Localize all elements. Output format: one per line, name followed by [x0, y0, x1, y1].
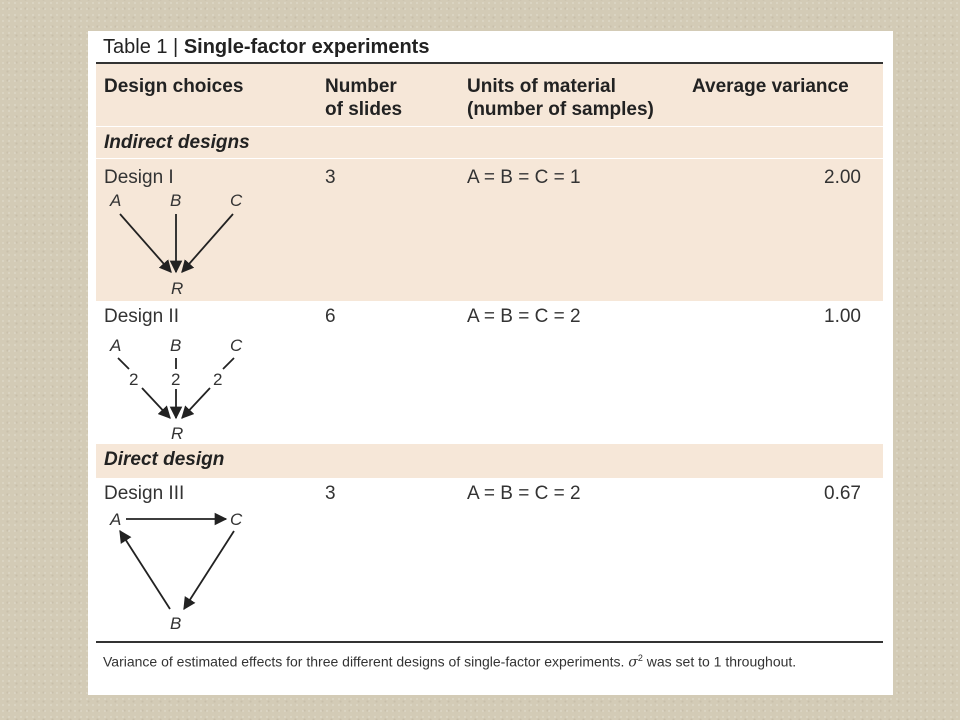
table-title [103, 36, 429, 59]
design-3-diagram [98, 505, 258, 635]
node-a: A [110, 191, 122, 210]
node-r: R [171, 279, 184, 298]
header-number-of-slides [325, 75, 402, 121]
design-2-name: Design II [104, 306, 179, 327]
header-design-choices: Design choices [104, 76, 244, 97]
node-r: R [171, 424, 184, 443]
edge-label-c: 2 [213, 370, 223, 389]
arrow-c-b [184, 531, 234, 609]
bottom-rule [96, 641, 883, 643]
sigma-symbol: σ [628, 654, 638, 671]
table-slide [88, 31, 893, 695]
header-slides-line2: of slides [325, 99, 403, 120]
node-b: B [170, 336, 182, 355]
design-2-diagram [98, 331, 248, 444]
node-c: C [230, 510, 243, 529]
design-3-slides: 3 [325, 483, 336, 504]
section-indirect-designs: Indirect designs [104, 132, 250, 153]
arrow-a-r-segment [118, 358, 129, 369]
sigma-exponent: 2 [637, 653, 643, 663]
node-a: A [110, 510, 122, 529]
arrow-a-r [120, 214, 171, 272]
header-units-line1: Units of material [467, 76, 616, 97]
design-1-name: Design I [104, 167, 174, 188]
edge-label-a: 2 [129, 370, 139, 389]
header-slides-line1: Number [325, 76, 397, 97]
design-2-units: A = B = C = 2 [467, 306, 581, 327]
arrow-a-r [142, 388, 170, 418]
edge-label-b: 2 [171, 370, 181, 389]
design-3-variance: 0.67 [824, 483, 861, 504]
caption-text-part2: was set to 1 throughout. [642, 653, 797, 670]
design-3-name: Design III [104, 483, 185, 504]
table-name: Single-factor experiments [183, 36, 430, 58]
arrow-b-a [120, 531, 170, 609]
node-a: A [110, 336, 122, 355]
node-b: B [170, 191, 182, 210]
node-c: C [230, 191, 243, 210]
table-caption [103, 649, 873, 673]
design-2-slides: 6 [325, 306, 336, 327]
node-c: C [230, 336, 243, 355]
section-direct-design: Direct design [104, 449, 225, 470]
header-units-line2: (number of samples) [467, 99, 654, 120]
table-number: Table 1 | [103, 36, 184, 58]
design-1-diagram [98, 186, 248, 301]
design-2-variance: 1.00 [824, 306, 861, 327]
arrow-c-r [182, 388, 210, 418]
design-1-variance: 2.00 [824, 167, 861, 188]
header-units-of-material [467, 75, 654, 121]
design-3-units: A = B = C = 2 [467, 483, 581, 504]
design-1-slides: 3 [325, 167, 336, 188]
header-average-variance: Average variance [692, 76, 849, 97]
arrow-c-r [182, 214, 233, 272]
caption-text-part1: Variance of estimated effects for three different designs of single-factor experiments. [103, 653, 629, 670]
node-b: B [170, 614, 182, 633]
arrow-c-r-segment [223, 358, 234, 369]
design-1-units: A = B = C = 1 [467, 167, 581, 188]
